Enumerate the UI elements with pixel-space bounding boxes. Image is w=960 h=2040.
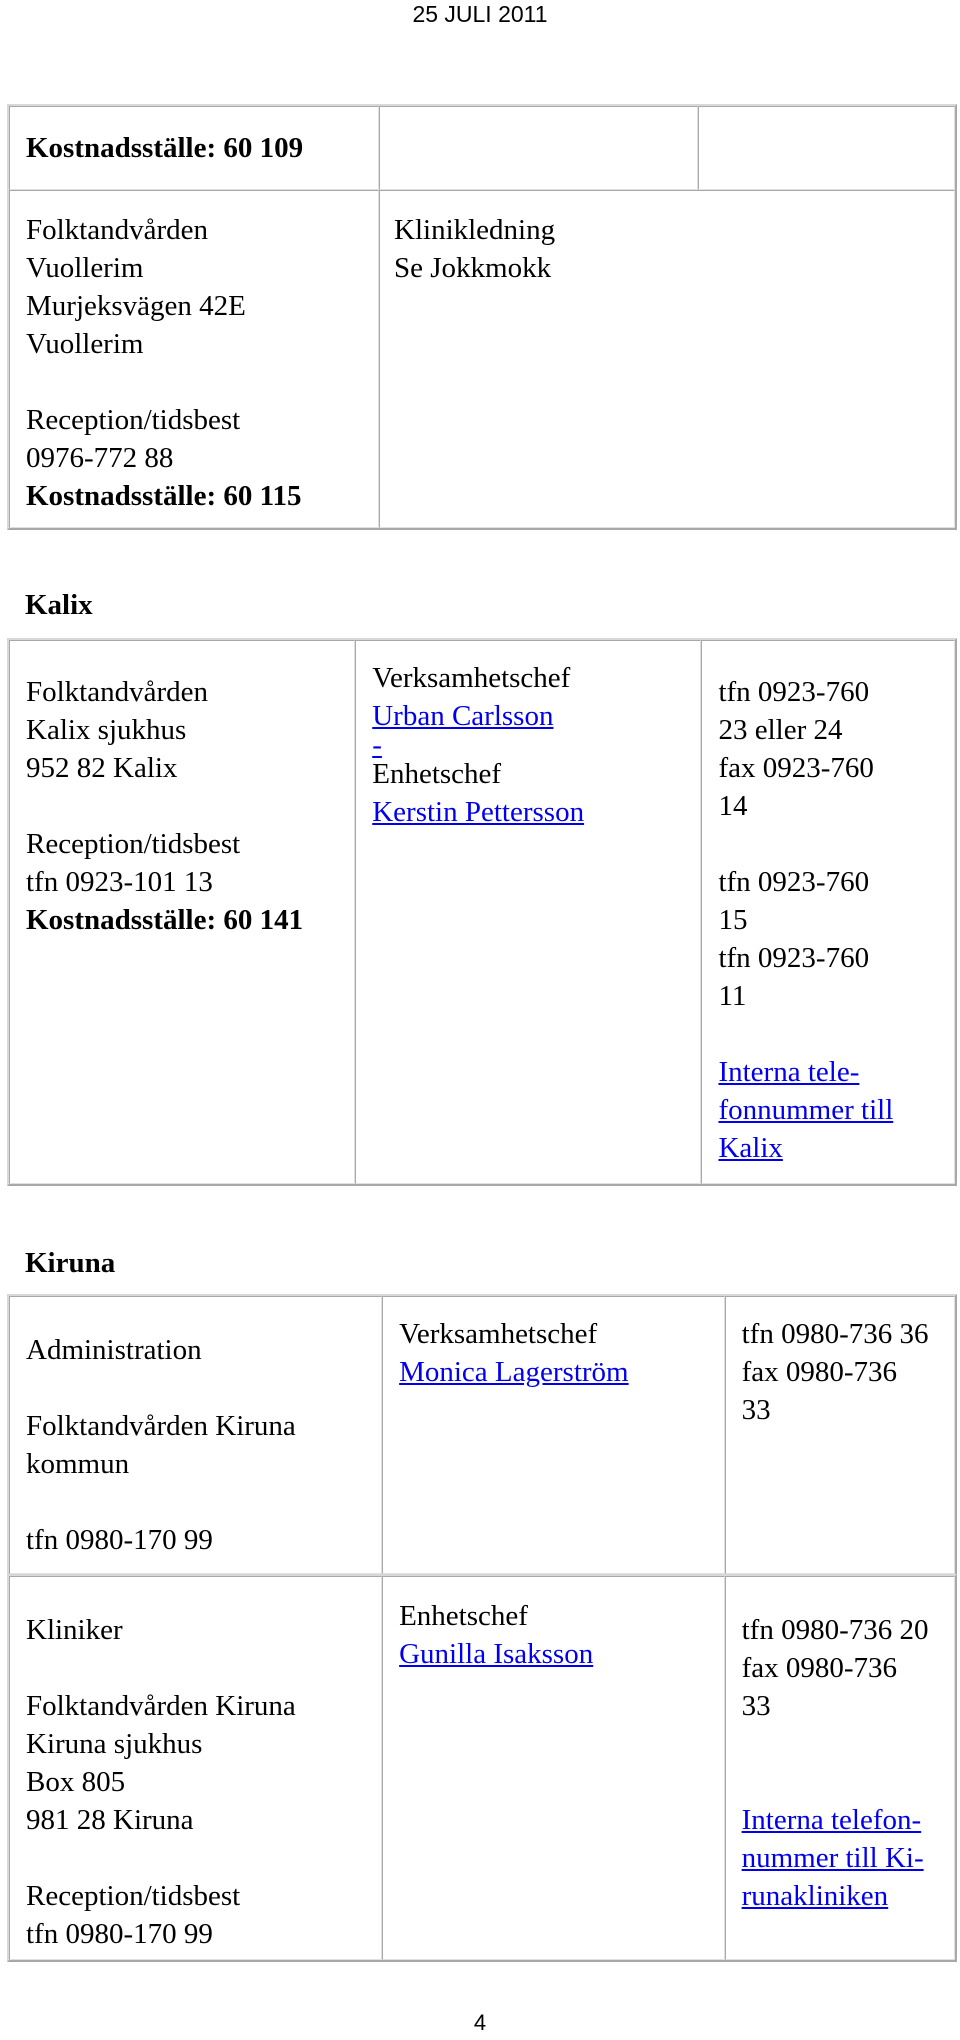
address-line: Vuollerim: [26, 328, 144, 360]
link-line: Kalix: [718, 1132, 783, 1164]
kiruna-admin-table: [7, 1294, 957, 1576]
address-line: Kiruna sjukhus: [26, 1728, 203, 1760]
reception-phone: 0976-772 88: [26, 442, 174, 474]
cost-center-60109: Kostnadsställe: 60 109: [26, 132, 304, 164]
person-link-kerstin-pettersson[interactable]: Kerstin Pettersson: [372, 796, 585, 828]
kalix-table: [7, 638, 957, 1186]
reception-label: Reception/tidsbest: [26, 404, 241, 436]
reception-phone: tfn 0980-170 99: [26, 1918, 213, 1950]
address-line: 952 82 Kalix: [26, 752, 178, 784]
kalix-address-cell: [9, 640, 355, 1184]
person-link-monica-lagerstrom[interactable]: Monica Lagerström: [399, 1356, 629, 1388]
kalix-contact-cell: [701, 640, 955, 1184]
empty-cell: [379, 106, 698, 190]
clinic-management-line: Klinikledning: [394, 214, 556, 246]
reception-phone: tfn 0923-101 13: [26, 866, 213, 898]
contact-line: tfn 0923-760: [718, 676, 870, 708]
page-number: 4: [473, 2010, 487, 2035]
kiruna-admin-address-cell: [9, 1296, 382, 1574]
link-line: Interna telefon-: [741, 1804, 922, 1836]
empty-cell: [698, 106, 955, 190]
clinics-title: Kliniker: [26, 1614, 123, 1646]
contact-line: 14: [718, 790, 748, 822]
contact-line: tfn 0923-760: [718, 942, 870, 974]
page-header-date: 25 JULI 2011: [412, 1, 548, 27]
internal-phone-numbers-kiruna-link[interactable]: [742, 1804, 924, 1912]
address-line: kommun: [26, 1448, 130, 1480]
link-line: fonnummer till: [718, 1094, 894, 1126]
cost-center-60115: Kostnadsställe: 60 115: [26, 480, 302, 512]
address-line: Murjeksvägen 42E: [26, 290, 246, 322]
vuollerim-table: [7, 104, 957, 530]
contact-line: fax 0923-760: [718, 752, 874, 784]
contact-line: fax 0980-736: [741, 1356, 898, 1388]
kalix-management-cell: [355, 640, 701, 1184]
kiruna-clinics-address-cell: [9, 1576, 382, 1960]
person-link-urban-carlsson[interactable]: Urban Carlsson: [372, 700, 554, 732]
dash-link[interactable]: -: [372, 729, 382, 761]
reception-label: Reception/tidsbest: [26, 828, 241, 860]
contact-line: tfn 0980-736 20: [741, 1614, 929, 1646]
contact-line: 23 eller 24: [718, 714, 843, 746]
link-line: runakliniken: [741, 1880, 889, 1912]
kiruna-admin-management-cell: [382, 1296, 725, 1574]
link-line: nummer till Ki-: [741, 1842, 924, 1874]
kiruna-clinics-management-cell: [382, 1576, 725, 1960]
admin-phone: tfn 0980-170 99: [26, 1524, 213, 1556]
contact-line: 15: [718, 904, 748, 936]
contact-line: 11: [718, 980, 747, 1012]
clinic-management-line: Se Jokkmokk: [394, 252, 552, 284]
section-heading-kalix: Kalix: [25, 589, 93, 621]
address-line: Vuollerim: [26, 252, 144, 284]
vuollerim-address-cell: [9, 190, 379, 528]
cost-center-cell: [9, 106, 379, 190]
address-line: 981 28 Kiruna: [26, 1804, 194, 1836]
cost-center-60141: Kostnadsställe: 60 141: [26, 904, 304, 936]
address-line: Folktandvården: [26, 214, 209, 246]
contact-line: 33: [741, 1690, 771, 1722]
address-line: Kalix sjukhus: [26, 714, 187, 746]
role-label: Verksamhetschef: [372, 662, 571, 694]
address-line: Folktandvården: [26, 676, 209, 708]
link-line: Interna tele-: [718, 1056, 860, 1088]
kiruna-clinics-table: [7, 1574, 957, 1962]
kiruna-admin-contact-cell: [725, 1296, 955, 1574]
admin-title: Administration: [26, 1334, 202, 1366]
contact-line: fax 0980-736: [741, 1652, 898, 1684]
kiruna-clinics-contact-cell: [725, 1576, 955, 1960]
reception-label: Reception/tidsbest: [26, 1880, 241, 1912]
section-heading-kiruna: Kiruna: [25, 1247, 116, 1279]
role-label: Verksamhetschef: [399, 1318, 598, 1350]
role-label: Enhetschef: [372, 758, 502, 790]
address-line: Folktandvården Kiruna: [26, 1690, 296, 1722]
clinic-management-cell: [379, 190, 955, 528]
contact-line: tfn 0980-736 36: [741, 1318, 929, 1350]
address-line: Folktandvården Kiruna: [26, 1410, 296, 1442]
contact-line: 33: [741, 1394, 771, 1426]
person-link-gunilla-isaksson[interactable]: Gunilla Isaksson: [399, 1638, 594, 1670]
role-label: Enhetschef: [399, 1600, 528, 1632]
internal-phone-numbers-kalix-link[interactable]: [718, 1056, 893, 1164]
contact-line: tfn 0923-760: [718, 866, 870, 898]
address-line: Box 805: [26, 1766, 126, 1798]
